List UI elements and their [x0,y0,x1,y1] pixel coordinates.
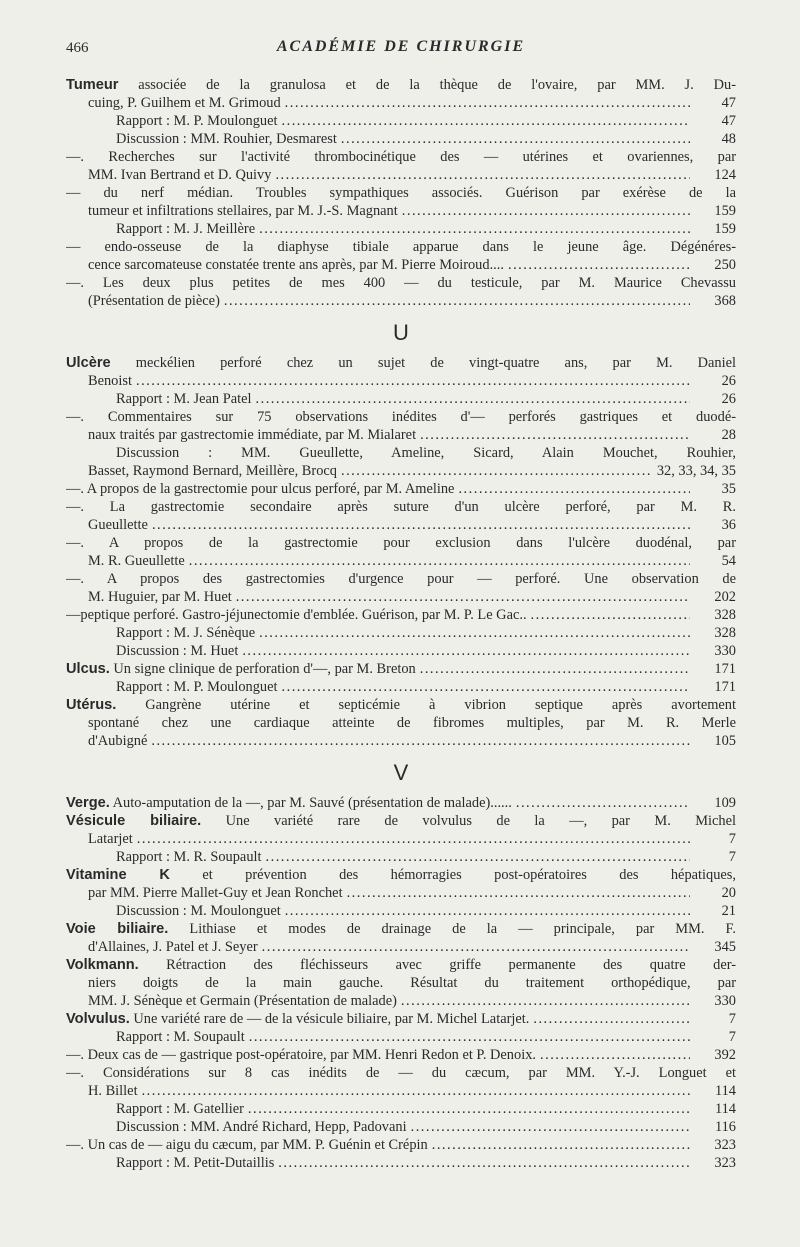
index-line-text [66,794,512,812]
index-line [66,696,736,714]
index-entry-text: —. Deux cas de — gastrique post-opératoire, par MM. Henri Redon et P. Denoix. [66,1047,536,1063]
index-line-text [88,714,736,732]
index-entry-text: —. A propos des gastrectomies d'urgence pour — perforé. Une observation de [66,571,736,587]
leader-dots [275,166,690,184]
index-line-text [88,732,147,750]
leader-dots [151,732,690,750]
page-reference: 105 [694,732,736,750]
page-reference: 159 [694,220,736,238]
index-line-text [88,426,416,444]
index-line-text [116,624,255,642]
index-entry-text: Rapport : M. J. Sénèque [116,625,256,641]
page-reference: 328 [694,624,736,642]
index-line-text [66,76,736,94]
leader-dots [248,1100,690,1118]
index-line [66,570,736,588]
leader-dots [136,372,690,390]
index-entry-text: tumeur et infiltrations stellaires, par M. J.-S. Magnant [88,203,398,219]
page-reference: 7 [694,830,736,848]
index-entry-text: Discussion : M. Huet [116,643,239,659]
index-line-text [88,202,398,220]
index-entry-text: —. Considérations sur 8 cas inédits de — du cæcum, par MM. Y.-J. Longuet et [66,1065,736,1081]
index-entry-text: cuing, P. Guilhem et M. Grimoud [88,95,281,111]
page-reference: 114 [694,1100,736,1118]
leader-dots [347,884,690,902]
index-entry-text: —. Commentaires sur 75 observations inédites d'— perforés gastriques et duodé- [66,409,736,425]
index-entry-text: Discussion : MM. Gueullette, Ameline, Sicard, Alain Mouchet, Rouhier, [116,445,736,461]
index-line-text [66,920,736,938]
index-entry-text: Un signe clinique de perforation d'—, par M. Breton [109,661,416,677]
index-line [66,1118,736,1136]
section-letter-text: U [393,320,409,345]
index-line [66,902,736,920]
leader-dots [420,660,690,678]
leader-dots [285,902,690,920]
index-line-text [116,220,255,238]
index-line [66,732,736,750]
leader-dots [516,794,690,812]
index-entry-text: Gangrène utérine et septicémie à vibrion septique après avortement [116,697,736,713]
index-line-text [88,94,281,112]
index-line [66,1046,736,1064]
page-reference: 323 [694,1136,736,1154]
page-reference: 47 [694,94,736,112]
index-line-text [116,902,281,920]
index-line [66,76,736,94]
index-entry-text: Discussion : MM. André Richard, Hepp, Padovani [116,1119,407,1135]
index-entry-text: Basset, Raymond Bernard, Meillère, Brocq [88,463,337,479]
index-entry-text: niers doigts de la main gauche. Résultat du traitement orthopédique, par [88,975,736,991]
index-line-text [88,1082,138,1100]
page-reference: 124 [694,166,736,184]
index-line-text [88,462,337,480]
page-reference: 20 [694,884,736,902]
running-title: ACADÉMIE DE CHIRURGIE [276,38,526,55]
index-line [66,642,736,660]
leader-dots [259,220,690,238]
leader-dots [278,1154,690,1172]
index-line [66,992,736,1010]
index-headword: Utérus. [66,697,117,713]
index-line [66,148,736,166]
index-line [66,220,736,238]
index-line-text [66,148,736,166]
leader-dots [189,552,690,570]
index-line-text [66,1064,736,1082]
page-reference: 159 [694,202,736,220]
index-line-text [88,588,232,606]
page-reference: 7 [694,1010,736,1028]
leader-dots [152,516,690,534]
index-entry-text: associée de la granulosa et de la thèque de l'ovaire, par MM. J. Du- [118,77,736,93]
index-line [66,1064,736,1082]
index-headword: Ulcus. [66,661,110,677]
index-line [66,408,736,426]
leader-dots [533,1010,690,1028]
index-entry-text: —peptique perforé. Gastro-jéjunectomie d'emblée. Guérison, par M. P. Le Gac.. [66,607,527,623]
page-reference: 28 [694,426,736,444]
index-line [66,354,736,372]
index-line-text [66,354,736,372]
index-line-text [116,1028,245,1046]
index-line-text [66,570,736,588]
index-entry-text: —. A propos de la gastrectomie pour exclusion dans l'ulcère duodénal, par [66,535,736,551]
index-entry-text: Rétraction des fléchisseurs avec griffe permanente des quatre der- [138,957,736,973]
leader-dots [256,390,691,408]
leader-dots [242,642,690,660]
index-line-text [88,516,148,534]
index-line [66,678,736,696]
index-line [66,866,736,884]
index-entry-text: Rapport : M. P. Moulonguet [116,113,278,129]
index-line [66,426,736,444]
index-entry-text: H. Billet [88,1083,138,1099]
page-reference: 330 [694,642,736,660]
index-entry-text: Discussion : M. Moulonguet [116,903,281,919]
index-line [66,714,736,732]
index-line [66,812,736,830]
running-header [66,38,736,62]
index-entry-text: — du nerf médian. Troubles sympathiques associés. Guérison par exérèse de la [66,185,736,201]
index-line-text [116,678,278,696]
index-line [66,1136,736,1154]
index-entry-text: Benoist [88,373,132,389]
index-line-text [88,884,343,902]
index-line-text [88,974,736,992]
index-headword: Tumeur [66,77,119,93]
index-line [66,498,736,516]
index-entry-text: —. La gastrectomie secondaire après suture d'un ulcère perforé, par M. R. [66,499,736,515]
index-line-text [116,1100,244,1118]
index-line-text [88,292,220,310]
index-line [66,166,736,184]
index-entry-text: —. Un cas de — aigu du cæcum, par MM. P. Guénin et Crépin [66,1137,428,1153]
index-line-text [88,938,258,956]
leader-dots [401,992,690,1010]
index-entry-text: naux traités par gastrectomie immédiate, par M. Mialaret [88,427,417,443]
page-reference: 7 [694,848,736,866]
index-line [66,130,736,148]
leader-dots [282,112,690,130]
page-reference: 21 [694,902,736,920]
index-headword: Volkmann. [66,957,139,973]
index-entry-text: Discussion : MM. Rouhier, Desmarest [116,131,337,147]
index-entry-text: MM. Ivan Bertrand et D. Quivy [88,167,272,183]
index-line-text [66,956,736,974]
index-line-text [66,812,736,830]
index-line [66,606,736,624]
index-line-text [66,1010,529,1028]
index-line-text [88,166,271,184]
leader-dots [420,426,690,444]
index-entry-text: — endo-osseuse de la diaphyse tibiale apparue dans le jeune âge. Dégénéres- [66,239,736,255]
page-reference: 109 [694,794,736,812]
index-line [66,238,736,256]
leader-dots [224,292,690,310]
index-headword: Vésicule biliaire. [66,813,202,829]
page-reference: 26 [694,390,736,408]
index-entry-text: M. R. Gueullette [88,553,185,569]
index-line [66,1082,736,1100]
index-line-text [66,498,736,516]
index-line-text [66,480,454,498]
index-line [66,112,736,130]
page-reference: 47 [694,112,736,130]
page-number: 466 [66,40,89,56]
page-reference: 250 [694,256,736,274]
index-entry-text: Rapport : M. Petit-Dutaillis [116,1155,275,1171]
index-line [66,830,736,848]
index-line [66,1154,736,1172]
index-line [66,480,736,498]
index-line-text [116,1154,274,1172]
index-line [66,956,736,974]
index-line [66,444,736,462]
leader-dots [282,678,690,696]
index-line [66,848,736,866]
index-entry-text: MM. J. Sénèque et Germain (Présentation de malade) [88,993,397,1009]
index-headword: Ulcère [66,355,111,371]
index-entry-text: par MM. Pierre Mallet-Guy et Jean Ronchet [88,885,343,901]
index-line [66,1100,736,1118]
index-line [66,274,736,292]
index-line-text [116,444,736,462]
index-entry-text: —. A propos de la gastrectomie pour ulcus perforé, par M. Ameline [66,481,455,497]
index-line [66,588,736,606]
index-line [66,390,736,408]
leader-dots [458,480,690,498]
index-entry-text: Lithiase et modes de drainage de la — principale, par MM. F. [168,921,736,937]
index-line-text [66,606,527,624]
page-reference: 171 [694,660,736,678]
leader-dots [341,130,690,148]
index-line [66,794,736,812]
leader-dots [508,256,690,274]
index-line [66,1010,736,1028]
page-reference: 328 [694,606,736,624]
index-line [66,256,736,274]
page-reference: 392 [694,1046,736,1064]
page-reference: 48 [694,130,736,148]
leader-dots [137,830,690,848]
page-reference: 202 [694,588,736,606]
index-headword: Vitamine K [66,867,170,883]
index-headword: Volvulus. [66,1011,130,1027]
leader-dots [266,848,690,866]
index-line [66,202,736,220]
page-reference: 116 [694,1118,736,1136]
page-reference: 32, 33, 34, 35 [656,463,736,479]
index-entry-text: spontané chez une cardiaque atteinte de fibromes multiples, par M. R. Merle [88,715,736,731]
index-line [66,660,736,678]
index-line-text [66,696,736,714]
leader-dots [285,94,690,112]
index-entry-text: Une variété rare de — de la vésicule biliaire, par M. Michel Latarjet. [129,1011,530,1027]
index-line [66,1028,736,1046]
index-entry-text: et prévention des hémorragies post-opératoires des hépatiques, [169,867,736,883]
page-reference: 35 [694,480,736,498]
index-line-text [88,992,397,1010]
index-line-text [66,1136,428,1154]
leader-dots [236,588,690,606]
index-entry-text: Latarjet [88,831,133,847]
index-line-text [88,256,504,274]
index-line [66,624,736,642]
page-reference: 7 [694,1028,736,1046]
index-line-text [66,534,736,552]
section-letter [66,310,736,354]
page-reference: 26 [694,372,736,390]
index-line [66,534,736,552]
index-entry-text: Rapport : M. R. Soupault [116,849,262,865]
section-letter-text: V [393,760,409,785]
index-line-text [66,866,736,884]
page-reference: 114 [694,1082,736,1100]
leader-dots [341,462,651,480]
index-entry-text: d'Allaines, J. Patel et J. Seyer [88,939,258,955]
index-entry-text: Rapport : M. Soupault [116,1029,245,1045]
leader-dots [249,1028,690,1046]
index-line-text [116,1118,407,1136]
section-letter [66,750,736,794]
index-entry-text: Rapport : M. J. Meillère [116,221,256,237]
index-line-text [66,660,416,678]
index-entry-text: —. Recherches sur l'activité thrombocinétique des — utérines et ovariennes, par [66,149,736,165]
index-entry-text: d'Aubigné [88,733,148,749]
leader-dots [411,1118,690,1136]
index-line-text [88,552,185,570]
index-entry-text: cence sarcomateuse constatée trente ans après, par M. Pierre Moiroud.... [88,257,504,273]
index-headword: Voie biliaire. [66,921,169,937]
index-entry-text: meckélien perforé chez un sujet de vingt-quatre ans, par M. Daniel [110,355,736,371]
index-line-text [116,390,252,408]
index-line [66,292,736,310]
index-headword: Verge. [66,795,110,811]
index-entry-text: Auto-amputation de la —, par M. Sauvé (présentation de malade)...... [109,795,512,811]
page-reference: 330 [694,992,736,1010]
index-line-text [116,130,337,148]
page-reference: 54 [694,552,736,570]
index-line [66,920,736,938]
index-line-text [66,1046,536,1064]
index-line-text [66,238,736,256]
index-entry-text: Gueullette [88,517,148,533]
leader-dots [402,202,690,220]
index-line-text [116,112,278,130]
index-body [66,76,736,1172]
index-entry-text: Rapport : M. P. Moulonguet [116,679,278,695]
index-entry-text: Une variété rare de volvulus de la —, par M. Michel [201,813,736,829]
index-line-text [88,830,133,848]
index-line [66,938,736,956]
page-reference: 368 [694,292,736,310]
index-line-text [116,642,238,660]
page-reference: 36 [694,516,736,534]
index-entry-text: (Présentation de pièce) [88,293,220,309]
index-line [66,516,736,534]
index-line [66,184,736,202]
leader-dots [531,606,690,624]
index-line-text [66,274,736,292]
index-line-text [88,372,132,390]
leader-dots [540,1046,690,1064]
leader-dots [142,1082,690,1100]
index-line [66,884,736,902]
index-line-text [116,848,262,866]
index-line-text [66,184,736,202]
page-reference: 323 [694,1154,736,1172]
index-entry-text: Rapport : M. Gatellier [116,1101,244,1117]
index-line [66,462,736,480]
index-line [66,552,736,570]
index-entry-text: Rapport : M. Jean Patel [116,391,252,407]
leader-dots [432,1136,690,1154]
page-reference: 345 [694,938,736,956]
index-entry-text: —. Les deux plus petites de mes 400 — du testicule, par M. Maurice Chevassu [66,275,736,291]
index-line [66,974,736,992]
leader-dots [259,624,690,642]
index-line [66,94,736,112]
index-line [66,372,736,390]
page-reference: 171 [694,678,736,696]
leader-dots [262,938,690,956]
index-entry-text: M. Huguier, par M. Huet [88,589,232,605]
index-line-text [66,408,736,426]
